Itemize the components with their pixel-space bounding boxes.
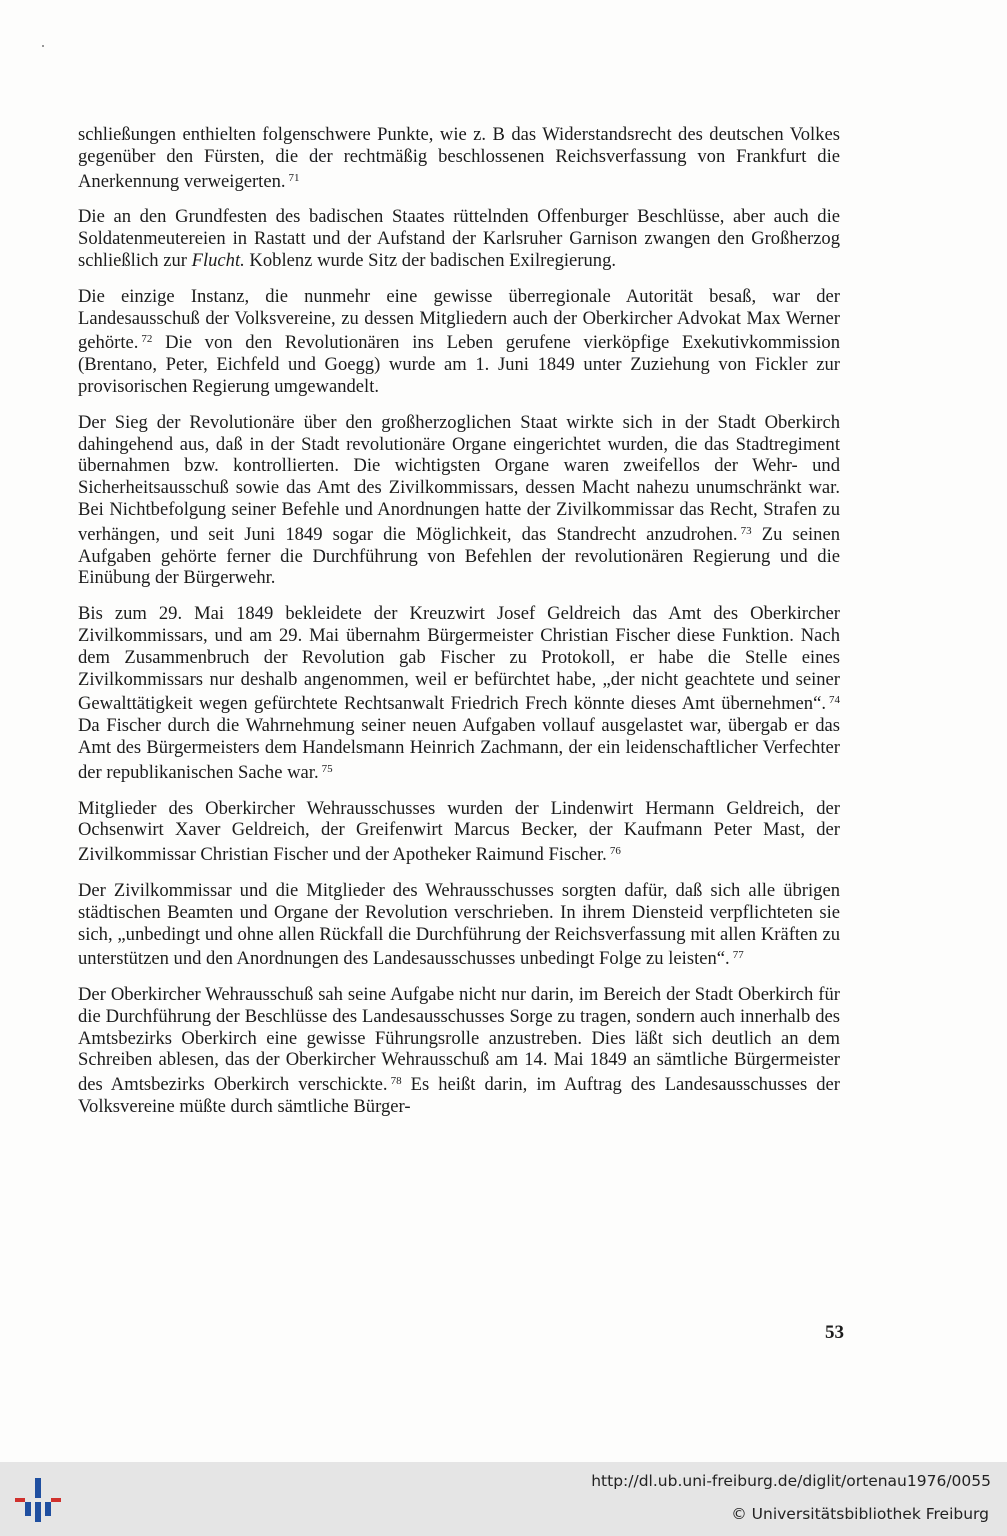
footnote-marker: 78 <box>390 1075 402 1088</box>
text-run: Mitglieder des Oberkircher Wehrausschusses wurden der Lindenwirt Hermann Geldreich, der Ochsenwirt Xaver Geldreich, der Greifenwirt Marcus Becker, der Kaufmann Peter Mast, der Zivilkommissar Christian Fischer und der Apotheker Raimund Fischer. <box>78 797 840 866</box>
text-run: Es heißt darin, im Auftrag des Landesausschusses der Volksvereine müßte durch sämtliche Bürger- <box>78 1074 840 1118</box>
copyright-notice: © Universitätsbibliothek Freiburg <box>731 1505 989 1523</box>
footnote-marker: 75 <box>321 762 333 775</box>
paragraph <box>78 880 840 970</box>
viewer-footer <box>0 1462 1007 1536</box>
footnote-marker: 73 <box>740 524 752 537</box>
library-logo-icon[interactable] <box>14 1476 62 1524</box>
body-text <box>78 124 840 1132</box>
paragraph <box>78 206 840 271</box>
text-run: Der Sieg der Revolutionäre über den großherzoglichen Staat wirkte sich in der Stadt Oberkirch dahingehend aus, daß in der Stadt revolutionäre Organe eingerichtet wurden, die das Stadtregiment übernahmen bzw. kontrollierten. Die wichtigsten Organe waren zweifellos der Wehr- und Sicherheitsausschuß sowie das Amt des Zivilkommissars, dessen Macht nahezu unumschränkt war. Bei Nichtbefolgung seiner Befehle und Anordnungen hatte der Zivilkommissar das Recht, Strafen zu verhängen, und seit Juni 1849 sogar die Möglichkeit, das Standrecht anzudrohen. <box>78 411 840 545</box>
text-run: Zu seinen Aufgaben gehörte ferner die Durchführung von Befehlen der revolutionären Regierung und die Einübung der Bürgerwehr. <box>78 523 841 589</box>
text-run: Der Oberkircher Wehrausschuß sah seine Aufgabe nicht nur darin, im Bereich der Stadt Oberkirch für die Durchführung der Beschlüsse des Landesausschusses Sorge zu tragen, sondern auch innerhalb des Amtsbezirks Oberkirch eine gewisse Führungsrolle anzustreben. Dies läßt sich deutlich an dem Schreiben ablesen, das der Oberkircher Wehrausschuß am 14. Mai 1849 an sämtliche Bürgermeister des Amtsbezirks Oberkirch verschickte. <box>78 984 840 1096</box>
page-number: 53 <box>825 1322 844 1343</box>
footnote-marker: 74 <box>829 694 840 707</box>
paragraph <box>78 286 840 398</box>
paragraph <box>78 603 840 783</box>
text-run: Die einzige Instanz, die nunmehr eine gewisse überregionale Autorität besaß, war der Landesausschuß der Volksvereine, zu dessen Mitgliedern auch der Oberkircher Advokat Max Werner gehörte. <box>78 285 840 354</box>
text-run: Bis zum 29. Mai 1849 bekleidete der Kreuzwirt Josef Geldreich das Amt des Oberkircher Zivilkommissars, und am 29. Mai übernahm Bürgermeister Christian Fischer diese Funktion. Nach dem Zusammenbruch der Revolution gab Fischer zu Protokoll, er habe die Stelle eines Zivilkommissars nur deshalb angenommen, weil er befürchtet habe, „der nicht geachtete und seiner Gewalttätigkeit wegen gefürchtete Rechtsanwalt Friedrich Frech könnte dieses Amt übernehmen“. <box>78 603 840 715</box>
emphasis-text: Flucht. <box>191 249 245 271</box>
footnote-marker: 72 <box>141 333 153 346</box>
footnote-marker: 76 <box>609 845 621 858</box>
footnote-marker: 71 <box>288 171 300 184</box>
text-run: schließungen enthielten folgenschwere Punkte, wie z. B das Widerstandsrecht des deutschen Volkes gegenüber den Fürsten, die der rechtmäßig beschlossenen Reichsverfassung von Frankfurt die Anerkennung verweigerten. <box>78 124 840 192</box>
paragraph <box>78 984 840 1118</box>
text-run: Die von den Revolutionären ins Leben gerufene vierköpfige Exekutivkommission (Brentano, Peter, Eichfeld und Goegg) wurde am 1. Juni 1849 unter Zuziehung von Fickler zur provisorischen Regierung umgewandelt. <box>78 332 840 397</box>
scan-speck <box>42 45 44 47</box>
text-run: Da Fischer durch die Wahrnehmung seiner neuen Aufgaben vollauf ausgelastet war, übergab er das Amt des Bürgermeisters dem Handelsmann Heinrich Zachmann, der ein leidenschaftlicher Verfechter der republikanischen Sache war. <box>78 715 840 783</box>
paragraph <box>78 798 840 866</box>
text-run: Der Zivilkommissar und die Mitglieder des Wehrausschusses sorgten dafür, daß sich alle übrigen städtischen Beamten und Organe der Revolution verschrieben. In ihrem Diensteid verpflichteten sie sich, „unbedingt und ohne allen Rückfall die Durchführung der Reichsverfassung mit allen Kräften zu unterstützen und den Anordnungen des Landesausschusses unbedingt Folge zu leisten“. <box>78 879 840 970</box>
text-run: Die an den Grundfesten des badischen Staates rüttelnden Offenburger Beschlüsse, aber auch die Soldatenmeutereien in Rastatt und der Aufstand der Karlsruher Garnison zwangen den Großherzog schließlich zur <box>78 206 840 271</box>
paragraph <box>78 412 840 589</box>
paragraph <box>78 124 840 192</box>
permalink-url[interactable]: http://dl.ub.uni-freiburg.de/diglit/ortenau1976/0055 <box>591 1472 991 1490</box>
text-run: Koblenz wurde Sitz der badischen Exilregierung. <box>244 249 617 271</box>
footnote-marker: 77 <box>732 949 744 962</box>
